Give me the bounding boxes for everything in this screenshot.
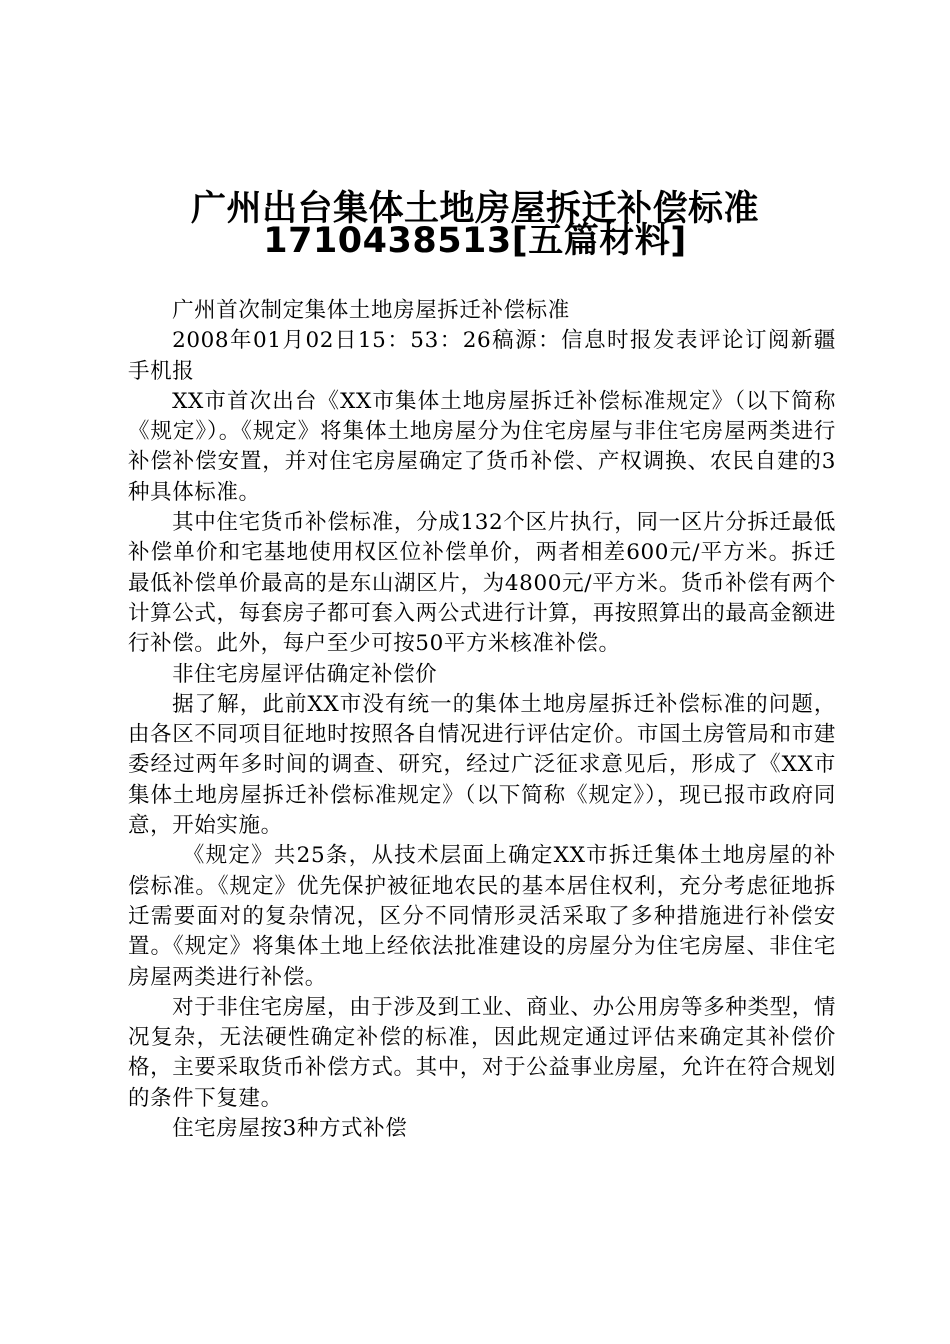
paragraph: 对于非住宅房屋，由于涉及到工业、商业、办公用房等多种类型，情况复杂，无法硬性确定补偿的标准，因此规定通过评估来确定其补偿价格，主要采取货币补偿方式。其中，对于公益事业房屋，允许在符合规划的条件下复建。 [128, 994, 836, 1111]
paragraph: XX市首次出台《XX市集体土地房屋拆迁补偿标准规定》（以下简称《规定》）。《规定》将集体土地房屋分为住宅房屋与非住宅房屋两类进行补偿补偿安置，并对住宅房屋确定了货币补偿、产权调换、农民自建的3种具体标准。 [128, 388, 836, 505]
paragraph: 其中住宅货币补偿标准，分成132个区片执行，同一区片分拆迁最低补偿单价和宅基地使用权区位补偿单价，两者相差600元/平方米。拆迁最低补偿单价最高的是东山湖区片，为4800元/平方米。货币补偿有两个计算公式，每套房子都可套入两公式进行计算，再按照算出的最高金额进行补偿。此外，每户至少可按50平方米核准补偿。 [128, 510, 836, 657]
document-body [128, 296, 836, 1144]
section-heading: 住宅房屋按3种方式补偿 [172, 1116, 408, 1142]
paragraph-dateline: 2008年01月02日15：53：26稿源：信息时报发表评论订阅新疆手机报 [128, 328, 836, 384]
paragraph-subtitle: 广州首次制定集体土地房屋拆迁补偿标准 [172, 298, 570, 323]
paragraph: 《规定》共25条，从技术层面上确定XX市拆迁集体土地房屋的补偿标准。《规定》优先保护被征地农民的基本居住权利，充分考虑征地拆迁需要面对的复杂情况，区分不同情形灵活采取了多种措施进行补偿安置。《规定》将集体土地上经依法批准建设的房屋分为住宅房屋、非住宅房屋两类进行补偿。 [128, 843, 836, 990]
document-title-line2: 1710438513[五篇材料] [263, 221, 687, 261]
document-title-line1: 广州出台集体土地房屋拆迁补偿标准 [190, 189, 759, 229]
paragraph: 据了解，此前XX市没有统一的集体土地房屋拆迁补偿标准的问题，由各区不同项目征地时按照各自情况进行评估定价。市国土房管局和市建委经过两年多时间的调查、研究，经过广泛征求意见后，形成了《XX市集体土地房屋拆迁补偿标准规定》（以下简称《规定》），现已报市政府同意，开始实施。 [128, 691, 836, 839]
section-heading: 非住宅房屋评估确定补偿价 [172, 661, 438, 687]
